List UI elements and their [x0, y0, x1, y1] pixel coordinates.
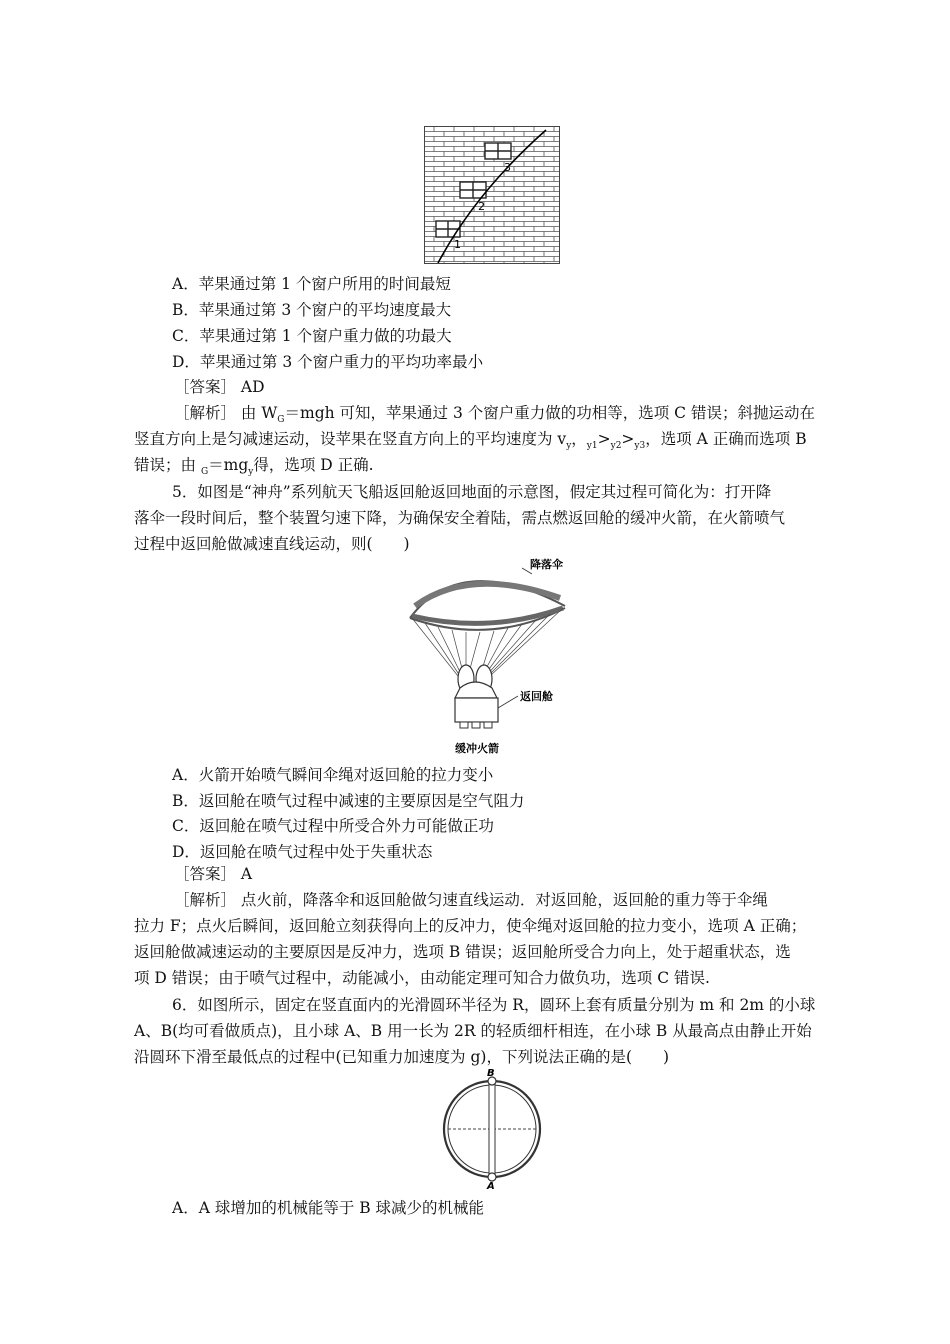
- q6-option-a: A．A 球增加的机械能等于 B 球减少的机械能: [172, 1199, 485, 1217]
- q4-answer: ［答案］ AD: [174, 378, 265, 396]
- window-label-2: 2: [478, 200, 485, 213]
- q5-option-b: B．返回舱在喷气过程中减速的主要原因是空气阻力: [172, 792, 525, 810]
- q5-answer: ［答案］ A: [174, 865, 253, 883]
- q5-analysis-line-2: 拉力 F；点火后瞬间，返回舱立刻获得向上的反冲力，使伞绳对返回舱的拉力变小，选项 A 正确；: [134, 917, 807, 935]
- window-label-1: 1: [454, 238, 461, 251]
- q5-option-d: D．返回舱在喷气过程中处于失重状态: [172, 843, 433, 861]
- q4-option-a: A．苹果通过第 1 个窗户所用的时间最短: [172, 275, 451, 293]
- parachute-figure: [400, 556, 580, 756]
- parachute-label: 降落伞: [530, 558, 563, 571]
- ring-figure: [440, 1068, 544, 1190]
- q5-analysis-line-4: 项 D 错误；由于喷气过程中，动能减小，由动能定理可知合力做负功，选项 C 错误.: [134, 969, 710, 987]
- q6-stem-line-2: A、B(均可看做质点)，且小球 A、B 用一长为 2R 的轻质细杆相连，在小球 B 从最高点由静止开始: [134, 1022, 812, 1040]
- q4-analysis-line-2: 竖直方向上是匀减速运动，设苹果在竖直方向上的平均速度为 $v_y$，$_{y1}>_{y2}>_{y3}$，选项 A 正确而选项 B: [134, 430, 807, 452]
- q5-option-c: C．返回舱在喷气过程中所受合外力可能做正功: [172, 817, 494, 835]
- q5-analysis-line-1: ［解析］ 点火前，降落伞和返回舱做匀速直线运动．对返回舱，返回舱的重力等于伞绳: [174, 891, 768, 909]
- q5-analysis-line-3: 返回舱做减速运动的主要原因是反冲力，选项 B 错误；返回舱所受合力向上，处于超重状态，选: [134, 943, 791, 961]
- q5-stem-line-2: 落伞一段时间后，整个装置匀速下降，为确保安全着陆，需点燃返回舱的缓冲火箭，在火箭喷气: [134, 509, 786, 527]
- rocket-label: 缓冲火箭: [455, 742, 499, 755]
- ball-a-label: A: [487, 1181, 495, 1190]
- q4-option-b: B．苹果通过第 3 个窗户的平均速度最大: [172, 301, 452, 319]
- window-label-3: 3: [504, 161, 511, 174]
- q5-stem-line-3: 过程中返回舱做减速直线运动，则( ): [134, 535, 410, 553]
- capsule-label: 返回舱: [520, 690, 553, 703]
- q5-option-a: A．火箭开始喷气瞬间伞绳对返回舱的拉力变小: [172, 766, 494, 784]
- ball-b-label: B: [487, 1068, 495, 1079]
- brick-wall-figure: [424, 126, 560, 264]
- q6-stem-line-1: 6．如图所示，固定在竖直面内的光滑圆环半径为 R，圆环上套有质量分别为 m 和 2m 的小球: [172, 996, 816, 1014]
- q4-analysis-line-1: ［解析］ 由 $W_G=mgh$ 可知，苹果通过 3 个窗户重力做的功相等，选项 C 错误；斜抛运动在: [174, 404, 815, 426]
- q5-stem-line-1: 5．如图是“神舟”系列航天飞船返回舱返回地面的示意图，假定其过程可简化为：打开降: [172, 483, 772, 501]
- q6-stem-line-3: 沿圆环下滑至最低点的过程中(已知重力加速度为 g)，下列说法正确的是( ): [134, 1048, 670, 1066]
- q4-analysis-line-3: 错误；由 $_G=mg_y$得，选项 D 正确.: [134, 456, 374, 478]
- q4-option-d: D．苹果通过第 3 个窗户重力的平均功率最小: [172, 353, 484, 371]
- q4-option-c: C．苹果通过第 1 个窗户重力做的功最大: [172, 327, 452, 345]
